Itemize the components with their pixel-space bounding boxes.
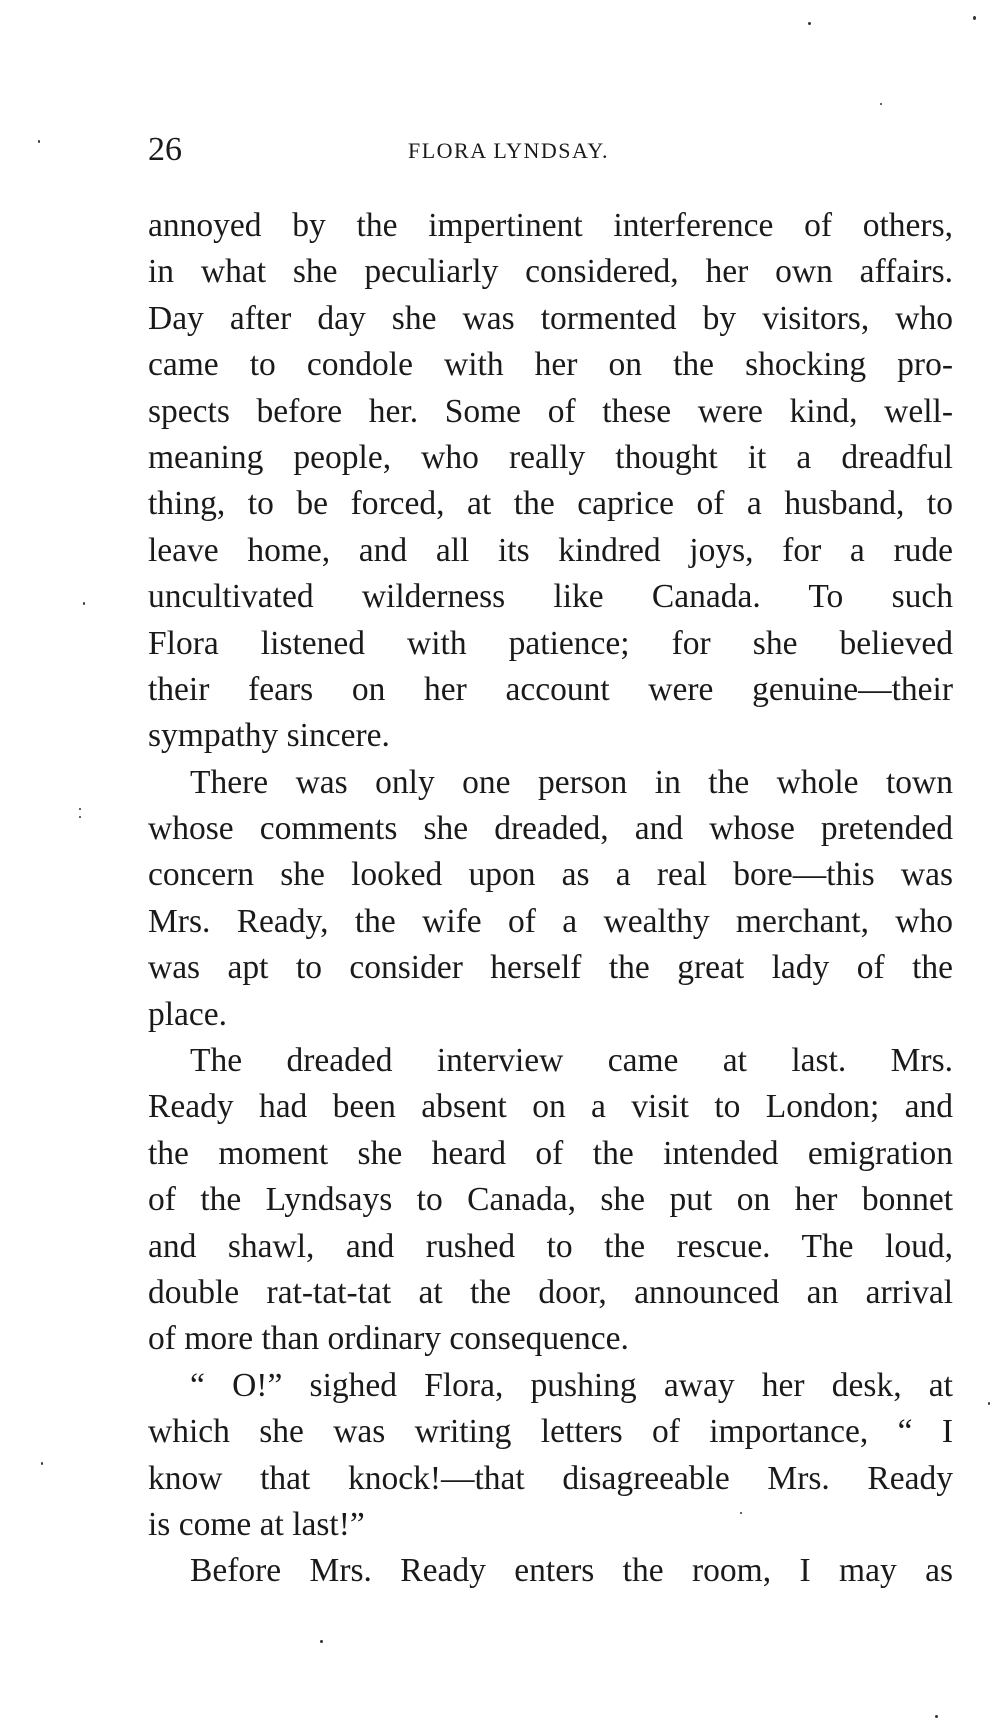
paragraph-3 (148, 1038, 953, 1363)
scan-speck (988, 1402, 990, 1405)
text-line: Before Mrs. Ready enters the room, I may as (190, 1552, 953, 1590)
text-line: their fears on her account were genuine—their (148, 670, 953, 708)
scan-speck (79, 808, 81, 810)
scan-speck (320, 1640, 323, 1643)
page-number: 26 (148, 131, 182, 168)
text-line: Mrs. Ready, the wife of a wealthy merchant, who (148, 902, 953, 940)
paragraph-2 (148, 760, 953, 1038)
text-line: whose comments she dreaded, and whose pretended (148, 810, 953, 848)
scan-speck (808, 22, 811, 25)
scan-speck (38, 140, 40, 143)
text-line: of more than ordinary consequence. (148, 1320, 629, 1358)
text-line: The dreaded interview came at last. Mrs. (190, 1042, 953, 1080)
text-line: know that knock!—that disagreeable Mrs. Ready (148, 1459, 953, 1497)
text-line: annoyed by the impertinent interference of others, (148, 207, 953, 244)
text-line: which she was writing letters of importance, “ I (148, 1413, 953, 1451)
paragraph-5 (148, 1548, 953, 1594)
text-line: thing, to be forced, at the caprice of a husband, to (148, 485, 953, 523)
text-line: was apt to consider herself the great lady of the (148, 949, 953, 987)
text-line: leave home, and all its kindred joys, for a rude (148, 531, 953, 569)
text-line: came to condole with her on the shocking pro- (148, 346, 953, 384)
text-line: the moment she heard of the intended emigration (148, 1134, 953, 1172)
body-text (148, 203, 953, 1595)
text-line: sympathy sincere. (148, 717, 390, 755)
text-line: concern she looked upon as a real bore—this was (148, 856, 953, 894)
page-header (148, 128, 953, 172)
text-line: There was only one person in the whole town (190, 763, 953, 801)
text-line: “ O!” sighed Flora, pushing away her desk, at (190, 1366, 953, 1404)
scan-speck (41, 1462, 43, 1465)
text-line: Ready had been absent on a visit to London; and (148, 1088, 953, 1126)
text-line: uncultivated wilderness like Canada. To such (148, 578, 953, 616)
text-line: meaning people, who really thought it a dreadful (148, 438, 953, 476)
text-line: of the Lyndsays to Canada, she put on her bonnet (148, 1181, 953, 1219)
text-line: spects before her. Some of these were kind, well- (148, 392, 953, 430)
paragraph-4 (148, 1363, 953, 1549)
scan-speck (740, 1512, 742, 1514)
text-line: in what she peculiarly considered, her own affairs. (148, 253, 953, 291)
text-line: double rat-tat-tat at the door, announced an arrival (148, 1273, 953, 1311)
text-line: Flora listened with patience; for she believed (148, 624, 953, 662)
scan-speck (973, 16, 976, 20)
scan-speck (79, 816, 81, 818)
text-line: place. (148, 995, 228, 1033)
text-line: and shawl, and rushed to the rescue. The loud, (148, 1227, 953, 1265)
running-title: FLORA LYNDSAY. (408, 138, 609, 163)
text-line: Day after day she was tormented by visitors, who (148, 299, 953, 337)
scan-speck (935, 1715, 938, 1718)
text-line: is come at last!” (148, 1505, 365, 1543)
scan-speck (83, 602, 85, 605)
scan-speck (880, 103, 882, 105)
paragraph-1 (148, 203, 953, 760)
